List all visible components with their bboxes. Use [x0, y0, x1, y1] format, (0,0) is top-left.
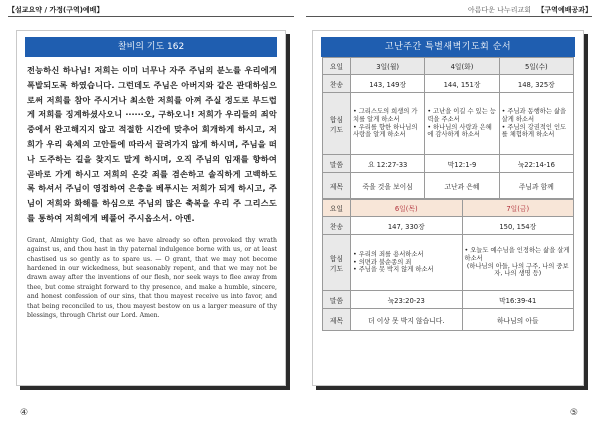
- bullet-item: • 주님과 동행하는 삶을 살게 하소서: [501, 107, 567, 123]
- page-number-left: ④: [20, 408, 29, 418]
- table-cell: 말씀: [323, 155, 351, 173]
- prayer-text: 하나님의 사랑과 은혜에 감사하게 하소서: [427, 123, 492, 139]
- table-cell: 7일(금): [462, 200, 574, 217]
- table-cell: 제목: [323, 173, 351, 199]
- table-cell: 막16:39-41: [462, 291, 574, 309]
- prayer-text: 주님과 동행하는 삶을 살게 하소서: [501, 107, 567, 123]
- table-row: [323, 291, 574, 309]
- page-number-right: ⑤: [569, 408, 578, 418]
- table-cell: 죽을 것을 보이심: [351, 173, 425, 199]
- header-rule-left: [8, 16, 294, 17]
- table-cell: 5일(수): [499, 58, 573, 75]
- prayer-text: 의면과 불순종의 죄: [358, 258, 412, 266]
- prayer-label: 합심 기도: [329, 115, 344, 134]
- table-cell: 144, 151장: [425, 75, 499, 93]
- prayer-text: 우리의 죄를 용서하소서: [358, 250, 424, 258]
- prayer-text: 우리를 향한 하나님의 사랑을 알게 하소서: [353, 123, 418, 139]
- schedule-table-week1: [322, 57, 574, 199]
- table-cell: 고난과 은혜: [425, 173, 499, 199]
- table-cell: 4일(화): [425, 58, 499, 75]
- prayer-note: (하나님의 아들, 나의 구주, 나의 중보자, 나의 생명 등): [466, 262, 569, 278]
- prayer-title: 찰비의 기도 162: [25, 37, 277, 57]
- table-cell: 3일(월): [351, 58, 425, 75]
- table-row: [323, 58, 574, 75]
- table-cell: 더 이상 못 박지 않습니다.: [351, 309, 463, 331]
- prayer-text: 그리스도의 희생의 가치를 알게 하소서: [353, 107, 418, 123]
- table-row: [323, 75, 574, 93]
- left-page: [8, 22, 294, 394]
- right-page: [306, 22, 592, 394]
- header-left-label: 【설교요약 / 가정(구역)예배】: [8, 6, 104, 14]
- bullet-item: • 의면과 불순종의 죄: [353, 258, 412, 266]
- prayer-text: 고난을 이길 수 있는 능력을 주소서: [427, 107, 496, 123]
- bullet-item: • 주님을 못 박지 않게 하소서: [353, 266, 434, 274]
- table-cell: [351, 93, 425, 155]
- english-prayer: Grant, Almighty God, that as we have already so often provoked thy wrath against us, and thou hast in thy paternal indulgence borne with us, or at least chastised us so gently as to spare us. — O grant, that we may not become hardened in our wickedness, but seasonably repent, and that we may not be drawn away after the inventions of our flesh, nor seek ways to flee away from thee, but come straight forward to thy presence, and make a humble, sincere, and honest confession of our sins, that thou mayest receive us into favor, and that being reconciled to us, thou mayest bestow on us a larger measure of thy blessings, through Christ our Lord. Amen.: [27, 236, 277, 320]
- bullet-item: • 오늘도 예수님을 인정하는 삶을 살게 하소서: [464, 246, 570, 262]
- table-cell: 주님과 함께: [499, 173, 573, 199]
- schedule-table-week2: [322, 199, 574, 331]
- table-cell: [323, 93, 351, 155]
- prayer-card: [16, 30, 286, 386]
- bullet-item: • 하나님의 사랑과 은혜에 감사하게 하소서: [427, 123, 492, 139]
- korean-prayer: 전능하신 하나님! 저희는 이미 너무나 자주 주님의 분노를 우리에게 폭발되도록 하였습니다. 그런데도 주님은 아버지와 같은 관대하심으로써 저희를 참아 주시거나 최소한 저희를 아껴 주실 정도로 부드럽게 저희를 징계하셨사오니 ‧‧‧‧‧‧오, 구하오니! 저희가 우리들의 죄악 중에서 완고해지지 않고 적절한 시간에 맞추어 회개하게 하시고, 저희가 우리 육체의 고안들에 따라서 끌려가지 않게 하시며, 주님을 떠나 도주하는 길을 찾지도 말게 하시며, 오직 주님의 임재를 향하여 곧바로 가게 하시고 저희의 온갖 죄를 겸손하고 솔직하게 고백하도록 하셔서 주님이 영접하여 은총을 베푸시는 저희가 되게 하시고, 주님이 저희와 화해를 하심으로 주님의 많은 축복을 우리 주 그리스도를 통하여 저희에게 베풀어 주시옵소서. 아멘.: [27, 65, 277, 223]
- header-rule-right: [306, 16, 592, 17]
- prayer-text: 오늘도 예수님을 인정하는 삶을 살게 하소서: [464, 246, 570, 262]
- table-row: [323, 200, 574, 217]
- bullet-item: • 우리의 죄를 용서하소서: [353, 250, 424, 258]
- table-cell: 147, 330장: [351, 217, 463, 235]
- table-row: [323, 235, 574, 291]
- prayer-label: 합심 기도: [329, 254, 344, 273]
- table-cell: 6일(목): [351, 200, 463, 217]
- table-cell: [351, 235, 463, 291]
- table-cell: 말씀: [323, 291, 351, 309]
- table-cell: [425, 93, 499, 155]
- table-cell: 눅23:20-23: [351, 291, 463, 309]
- table-cell: 막12:1-9: [425, 155, 499, 173]
- prayer-text: 주님의 강권적인 인도를 체험하게 하소서: [501, 123, 567, 139]
- bullet-item: • 그리스도의 희생의 가치를 알게 하소서: [353, 107, 418, 123]
- prayer-text: 주님을 못 박지 않게 하소서: [358, 266, 434, 274]
- table-cell: 요일: [323, 58, 351, 75]
- header-right-label: 【구역예배공과】: [537, 6, 592, 14]
- table-row: [323, 217, 574, 235]
- table-cell: 제목: [323, 309, 351, 331]
- bullet-item: • 우리를 향한 하나님의 사랑을 알게 하소서: [353, 123, 418, 139]
- church-name: 아름다운 나누리교회: [467, 6, 531, 14]
- table-cell: [462, 235, 574, 291]
- table-cell: [499, 93, 573, 155]
- schedule-card: [312, 30, 584, 386]
- bullet-item: • 고난을 이길 수 있는 능력을 주소서: [427, 107, 496, 123]
- table-cell: [323, 235, 351, 291]
- header-right: [468, 5, 592, 15]
- table-cell: 하나님의 아들: [462, 309, 574, 331]
- table-cell: 150, 154장: [462, 217, 574, 235]
- bullet-item: • 주님의 강권적인 인도를 체험하게 하소서: [501, 123, 567, 139]
- table-row: [323, 309, 574, 331]
- table-cell: 148, 325장: [499, 75, 573, 93]
- table-cell: 요 12:27-33: [351, 155, 425, 173]
- table-cell: 눅22:14-16: [499, 155, 573, 173]
- table-row: [323, 155, 574, 173]
- table-row: [323, 173, 574, 199]
- table-row: [323, 93, 574, 155]
- schedule-title: 고난주간 특별새벽기도회 순서: [321, 37, 575, 57]
- table-cell: 요일: [323, 200, 351, 217]
- table-cell: 찬송: [323, 75, 351, 93]
- table-cell: 143, 149장: [351, 75, 425, 93]
- table-cell: 찬송: [323, 217, 351, 235]
